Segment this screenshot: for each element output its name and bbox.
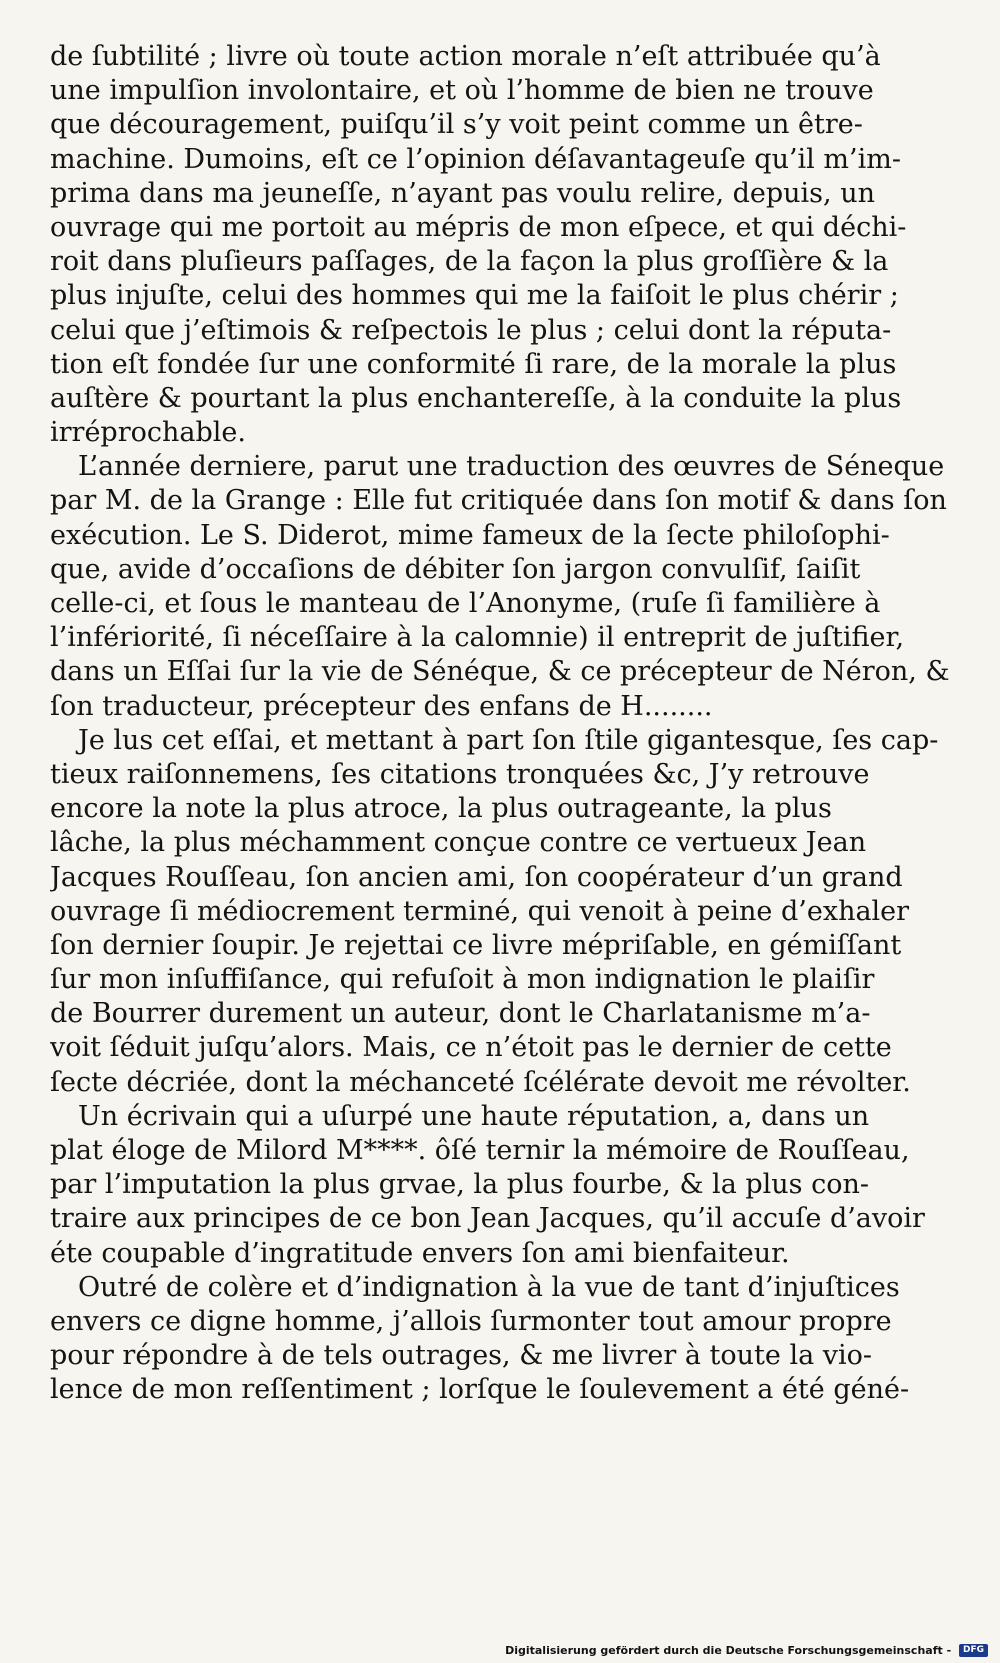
text-line: l’infériorité, ſi néceſſaire à la calomnie) il entreprit de juſtifier, [50,622,905,654]
text-line: celui que j’eſtimois & reſpectois le plus ; celui dont la réputa- [50,314,892,346]
digitization-credit-text: Digitalisierung gefördert durch die Deutsche Forschungsgemeinschaft - [505,1643,952,1657]
text-line: roit dans pluſieurs paſſages, de la façon la plus groſſière & la [50,246,889,278]
text-line: que, avide d’occaſions de débiter ſon jargon convulſif, ſaiſit [50,553,861,585]
text-line: par M. de la Grange : Elle fut critiquée dans ſon motif & dans ſon [50,485,947,517]
text-line: dans un Eſſai ſur la vie de Sénéque, & ce précepteur de Néron, & [50,656,950,688]
text-line: plat éloge de Milord M****. ôſé ternir la mémoire de Rouſſeau, [50,1135,910,1166]
text-line: pour répondre à de tels outrages, & me livrer à toute la vio- [50,1340,873,1372]
text-line: ſur mon inſuffiſance, qui refuſoit à mon indignation le plaiſir [50,964,875,996]
text-line: lâche, la plus méchamment conçue contre ce vertueux Jean [50,827,867,859]
text-line: exécution. Le S. Diderot, mime fameux de la ſecte philoſophi- [50,519,890,551]
text-line: irréprochable. [50,417,246,449]
text-line: de ſubtilité ; livre où toute action morale n’eſt attribuée qu’à [50,41,881,72]
text-line: encore la note la plus atroce, la plus outrageante, la plus [50,793,832,825]
paragraph-start-line: Outré de colère et d’indignation à la vue de tant d’injuſtices [78,1271,900,1303]
text-line: auſtère & pourtant la plus enchantereſſe, à la conduite la plus [50,382,902,414]
text-line: plus injuſte, celui des hommes qui me la faiſoit le plus chérir ; [50,280,899,312]
text-line: ſecte décriée, dont la méchanceté ſcélérate devoit me révolter. [50,1066,911,1098]
text-line: par l’imputation la plus grvae, la plus fourbe, & la plus con- [50,1169,870,1201]
text-line: lence de mon reſſentiment ; lorſque le ſoulevement a été géné- [50,1374,910,1406]
text-line: machine. Dumoins, eſt ce l’opinion déſavantageuſe qu’il m’im- [50,143,901,175]
dfg-logo: DFG [959,1644,988,1657]
text-line: une impulſion involontaire, et où l’homme de bien ne trouve [50,75,874,107]
text-line: ſon traducteur, précepteur des enfans de H........ [50,690,713,722]
text-line: ouvrage ſi médiocrement terminé, qui venoit à peine d’exhaler [50,895,910,927]
paragraph-start-line: Je lus cet eſſai, et mettant à part ſon ſtile gigantesque, ſes cap- [78,724,939,756]
paragraph-start-line: L’année derniere, parut une traduction des œuvres de Séneque [78,451,945,483]
text-line: éte coupable d’ingratitude envers ſon ami bienfaiteur. [50,1237,790,1269]
text-line: traire aux principes de ce bon Jean Jacques, qu’il accuſe d’avoir [50,1203,925,1235]
text-line: tieux raiſonnemens, ſes citations tronquées &c, J’y retrouve [50,758,870,790]
text-line: prima dans ma jeuneſſe, n’ayant pas voulu relire, depuis, un [50,177,875,209]
text-line: que découragement, puiſqu’il s’y voit peint comme un être- [50,109,863,141]
text-line: de Bourrer durement un auteur, dont le Charlatanisme m’a- [50,998,871,1030]
text-line: envers ce digne homme, j’allois ſurmonter tout amour propre [50,1305,892,1337]
text-line: ſon dernier ſoupir. Je rejettai ce livre mépriſable, en gémiſſant [50,929,902,961]
text-line: voit ſéduit juſqu’alors. Mais, ce n’étoit pas le dernier de cette [50,1032,892,1064]
text-line: ouvrage qui me portoit au mépris de mon eſpece, et qui déchi- [50,211,907,243]
text-line: celle-ci, et ſous le manteau de l’Anonyme, (ruſe ſi familière à [50,588,881,619]
text-line: Jacques Rouſſeau, ſon ancien ami, ſon coopérateur d’un grand [50,861,903,893]
paragraph-start-line: Un écrivain qui a uſurpé une haute réputation, a, dans un [78,1100,870,1132]
page-body-text [50,40,955,1408]
digitization-credit [505,1644,988,1658]
text-line: tion eſt fondée ſur une conformité ſi rare, de la morale la plus [50,348,897,380]
